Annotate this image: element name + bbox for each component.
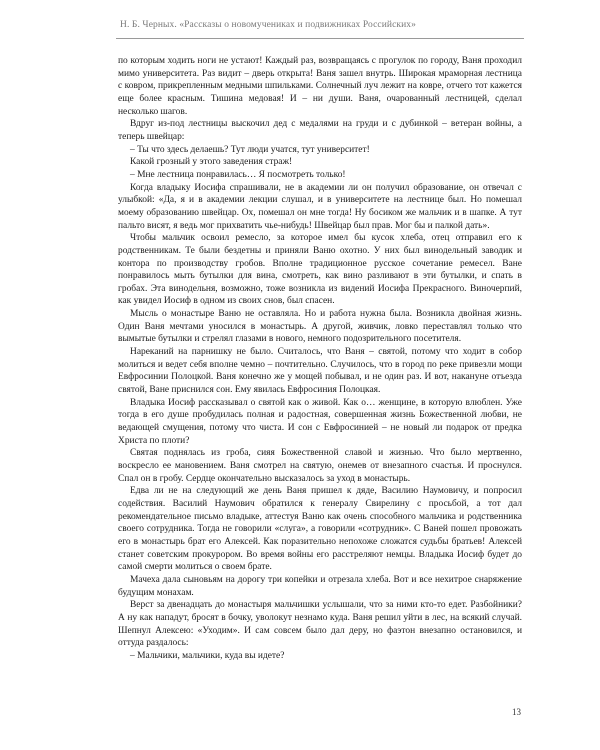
body-text <box>118 55 522 663</box>
paragraph: Вдруг из-под лестницы выскочил дед с медалями на груди и с дубинкой – ветеран войны, а теперь швейцар: <box>118 119 522 142</box>
header-divider <box>116 38 524 39</box>
dialog-line: – Мальчики, мальчики, куда вы идете? <box>130 650 285 661</box>
paragraph: Чтобы мальчик освоил ремесло, за которое имел бы кусок хлеба, отец отправил его к родственникам. Те были бездетны и приняли Ваню охотно. У них был винодельный заводик и контора по производству гробов. Вполне традиционное русское сочетание ремесел. Ване понравилось мыть бутылки для вина, смотреть, как вино разливают в эти бутылки, и спать в гробах. Эта винодельня, возможно, тоже возникла из видений Иосифа Прекрасного. Виночерпий, как увидел Иосиф в одном из своих снов, был спасен. <box>118 233 522 307</box>
paragraph: Едва ли не на следующий же день Ваня пришел к дяде, Василию Наумовичу, и попросил содействия. Василий Наумович обратился к генералу Свирелину с просьбой, а тот дал рекомендательное письмо владыке, аттестуя Ваню как очень способного мальчика и родственника своего сотрудника. Тогда не говорили «слуга», а говорили «сотрудник». С Ваней пошел провожать его в монастырь брат его Алексей. Как поразительно непохоже сложатся судьбы братьев! Алексей станет советским прокурором. Во время войны его расстреляют немцы. Владыка Иосиф будет до самой смерти молиться о своем брате. <box>118 486 522 573</box>
paragraph: Владыка Иосиф рассказывал о святой как о живой. Как о… женщине, в которую влюблен. Уже тогда в его душе пробудилась полная и радостная, совершенная жизнь Божественной любви, не ведающей смущения, потому что чиста. И сон с Евфросинией – не новый ли подарок от предка Христа по плоти? <box>118 397 522 446</box>
paragraph: Верст за двенадцать до монастыря мальчишки услышали, что за ними кто-то едет. Разбойники? А ну как нападут, бросят в бочку, уволокут незнамо куда. Ваня решил уйти в лес, на всякий случай. Шепнул Алексею: «Уходим». И сам совсем было дал деру, но фаэтон внезапно остановился, и оттуда раздалось: <box>118 600 522 649</box>
paragraph: Нареканий на парнишку не было. Считалось, что Ваня – святой, потому что ходит в собор молиться и ведет себя вполне чемно – почтительно. Случилось, что в город по реке привезли мощи Евфросинии Полоцкой. Ваня конечно же у мощей побывал, и не один раз. И вот, накануне отъезда святой, Ване приснился сон. Ему явилась Евфросиния Полоцкая. <box>118 347 522 396</box>
dialog-line: – Мне лестница понравилась… Я посмотреть только! <box>130 169 346 180</box>
paragraph: Когда владыку Иосифа спрашивали, не в академии ли он получил образование, он отвечал с улыбкой: «Да, я и в академии лекции слушал, и в университете на лестнице был. Но помешал моему образованию швейцар. Ох, помешал он мне тогда! Ну босиком же мальчик и в шапке. А тут пальто висят, я ведь мог прихватить чье-нибудь! Швейцар был прав. Мог бы и палкой дать». <box>118 182 522 231</box>
paragraph: Святая поднялась из гроба, сияя Божественной славой и жизнью. Что было мертвенно, воскресло ее мановением. Ваня смотрел на святую, онемев от внезапного счастья. И проснулся. Спал он в гробу. Сердце окончательно высказалось за уход в монастырь. <box>118 448 522 484</box>
paragraph: Мачеха дала сыновьям на дорогу три копейки и отрезала хлеба. Вот и все нехитрое снаряжение будущим монахам. <box>118 574 522 598</box>
dialog-line: – Ты что здесь делаешь? Тут люди учатся, тут университет! <box>130 144 370 155</box>
running-header: Н. Б. Черных. «Рассказы о новомучениках и подвижниках Российских» <box>120 20 417 30</box>
paragraph: Мысль о монастыре Ваню не оставляла. Но и работа нужна была. Возникла двойная жизнь. Один Ваня мечтами уносился в монастырь. А другой, живчик, ловко переставлял только что вымытые бутылки и стрелял глазами в нового, немного подозрительного посетителя. <box>118 309 522 345</box>
page-number: 13 <box>512 707 521 717</box>
dialog-line: Какой грозный у этого заведения страж! <box>130 157 293 168</box>
paragraph: по которым ходить ноги не устают! Каждый раз, возвращаясь с прогулок по городу, Ваня проходил мимо университета. Раз видит – дверь открыта! Ваня зашел внутрь. Широкая мраморная лестница с ковром, прикрепленным медными шпильками. Солнечный луч лежит на ковре, отчего тот кажется еще более красным. Тишина медовая! И – ни души. Ваня, очарованный лестницей, сделал несколько шагов. <box>118 56 522 117</box>
